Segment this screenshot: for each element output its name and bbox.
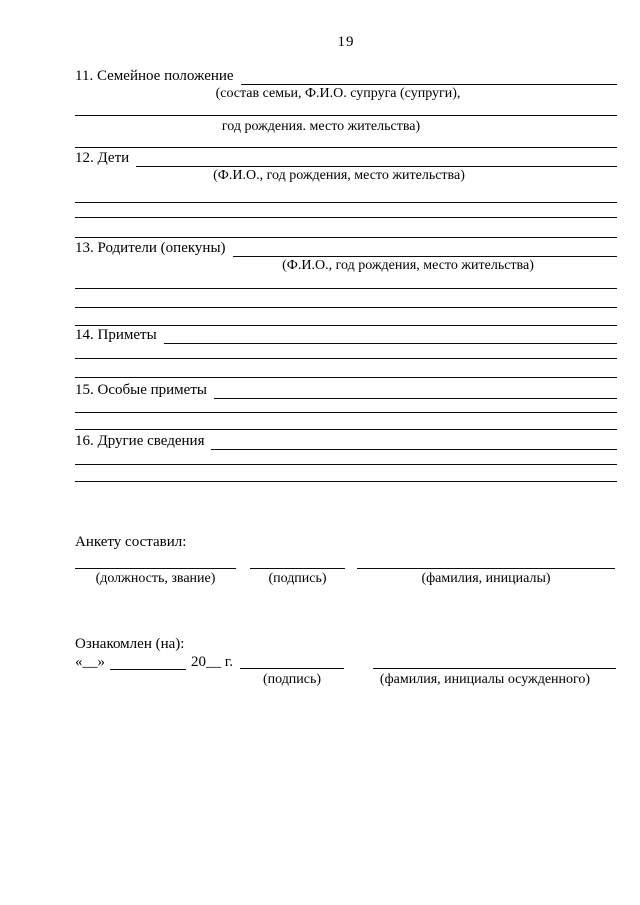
acknowledgment-signature-caption: (подпись) [262, 672, 322, 687]
ruled-line [75, 147, 617, 148]
date-day-blank: «__» [75, 654, 105, 670]
acknowledgment-date-row [75, 654, 233, 670]
section-11-caption-2: год рождения. место жительства) [221, 119, 421, 134]
date-year-blank: 20__ г. [191, 654, 233, 670]
compiler-heading: Анкету составил: [75, 534, 187, 550]
section-16-row [75, 433, 617, 450]
compiler-name-line [357, 568, 615, 569]
section-11-label: 11. Семейное положение [75, 68, 234, 84]
section-11-fill-line [241, 67, 617, 85]
section-11-row [75, 68, 617, 85]
ruled-line [75, 237, 617, 238]
ruled-line [75, 202, 617, 203]
section-12-label: 12. Дети [75, 150, 130, 166]
section-12-row [75, 150, 617, 167]
ruled-line [75, 481, 617, 482]
section-13-caption: (Ф.И.О., год рождения, место жительства) [282, 258, 534, 273]
section-15-fill-line [214, 381, 617, 399]
ruled-line [75, 288, 617, 289]
acknowledgment-heading: Ознакомлен (на): [75, 636, 185, 652]
page-number: 19 [337, 34, 355, 50]
section-14-row [75, 327, 617, 344]
ruled-line [75, 307, 617, 308]
compiler-name-caption: (фамилия, инициалы) [421, 571, 551, 586]
ruled-line [75, 358, 617, 359]
section-12-caption: (Ф.И.О., год рождения, место жительства) [213, 168, 465, 183]
section-16-label: 16. Другие сведения [75, 433, 205, 449]
ruled-line [75, 464, 617, 465]
compiler-signature-caption: (подпись) [268, 571, 327, 586]
ruled-line [75, 429, 617, 430]
section-14-label: 14. Приметы [75, 327, 157, 343]
date-month-line [110, 653, 186, 670]
compiler-position-line [75, 568, 236, 569]
ruled-line [75, 115, 617, 116]
section-15-row [75, 382, 617, 399]
section-12-fill-line [136, 149, 617, 167]
compiler-position-caption: (должность, звание) [95, 571, 216, 586]
section-16-fill-line [211, 432, 617, 450]
section-13-label: 13. Родители (опекуны) [75, 240, 226, 256]
section-11-caption-1: (состав семьи, Ф.И.О. супруга (супруги), [215, 86, 461, 101]
acknowledgment-name-line [373, 668, 616, 669]
acknowledgment-signature-line [240, 668, 344, 669]
ruled-line [75, 377, 617, 378]
compiler-signature-line [250, 568, 345, 569]
section-15-label: 15. Особые приметы [75, 382, 207, 398]
section-13-row [75, 240, 617, 257]
section-13-fill-line [233, 239, 617, 257]
ruled-line [75, 412, 617, 413]
section-14-fill-line [164, 326, 617, 344]
ruled-line [75, 217, 617, 218]
acknowledgment-name-caption: (фамилия, инициалы осужденного) [379, 672, 591, 687]
